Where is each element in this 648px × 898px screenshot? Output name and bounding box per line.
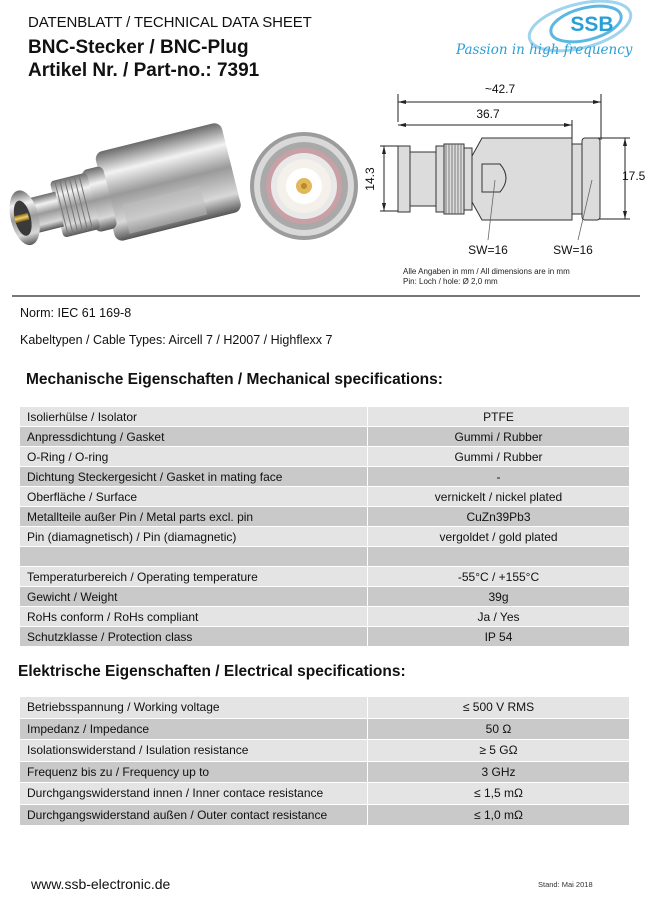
- spec-value: Ja / Yes: [368, 607, 630, 627]
- website-link[interactable]: www.ssb-electronic.de: [31, 876, 171, 892]
- dim-diameter-left: 14.3: [363, 167, 377, 191]
- electrical-section-title: Elektrische Eigenschaften / Electrical specifications:: [18, 663, 406, 680]
- table-row: [20, 547, 629, 567]
- dim-overall-length: ~42.7: [484, 82, 516, 96]
- table-row: [20, 783, 629, 805]
- spec-value: -55°C / +155°C: [368, 567, 630, 587]
- table-row: [20, 487, 629, 507]
- revision-date: Stand: Mai 2018: [538, 880, 593, 889]
- spec-value: 50 Ω: [368, 718, 630, 740]
- spec-label: Pin (diamagnetisch) / Pin (diamagnetic): [20, 527, 368, 547]
- product-title: BNC-Stecker / BNC-Plug: [28, 37, 249, 58]
- spec-label: Metallteile außer Pin / Metal parts excl. pin: [20, 507, 368, 527]
- table-row: [20, 718, 629, 740]
- spec-label: Isolierhülse / Isolator: [20, 407, 368, 427]
- table-row: [20, 697, 629, 719]
- spec-value: Gummi / Rubber: [368, 427, 630, 447]
- wrench-size-2: SW=16: [553, 243, 593, 257]
- spec-label: RoHs conform / RoHs compliant: [20, 607, 368, 627]
- spec-value: ≤ 500 V RMS: [368, 697, 630, 719]
- dimension-drawing: [360, 80, 648, 280]
- logo-tagline: Passion in high frequency: [456, 42, 633, 58]
- pin-note: Pin: Loch / hole: Ø 2,0 mm: [403, 277, 498, 286]
- mechanical-section-title: Mechanische Eigenschaften / Mechanical specifications:: [26, 371, 443, 388]
- wrench-size-1: SW=16: [468, 243, 508, 257]
- spec-label: Durchgangswiderstand außen / Outer contact resistance: [20, 804, 368, 826]
- connector-photo-side: [0, 110, 245, 280]
- table-row: [20, 627, 629, 647]
- table-row: [20, 567, 629, 587]
- spec-value: [368, 547, 630, 567]
- spec-label: Gewicht / Weight: [20, 587, 368, 607]
- spec-value: vergoldet / gold plated: [368, 527, 630, 547]
- ssb-logo: [448, 0, 638, 72]
- spec-label: Oberfläche / Surface: [20, 487, 368, 507]
- spec-label: Durchgangswiderstand innen / Inner contace resistance: [20, 783, 368, 805]
- spec-label: [20, 547, 368, 567]
- norm-text: Norm: IEC 61 169-8: [20, 306, 132, 320]
- table-row: [20, 740, 629, 762]
- spec-label: Isolationswiderstand / Isulation resistance: [20, 740, 368, 762]
- table-row: [20, 527, 629, 547]
- spec-value: CuZn39Pb3: [368, 507, 630, 527]
- spec-label: Anpressdichtung / Gasket: [20, 427, 368, 447]
- spec-label: Impedanz / Impedance: [20, 718, 368, 740]
- spec-value: -: [368, 467, 630, 487]
- document-type: DATENBLATT / TECHNICAL DATA SHEET: [28, 14, 312, 31]
- table-row: [20, 447, 629, 467]
- table-row: [20, 427, 629, 447]
- spec-value: PTFE: [368, 407, 630, 427]
- table-row: [20, 804, 629, 826]
- spec-label: Dichtung Steckergesicht / Gasket in mating face: [20, 467, 368, 487]
- spec-label: Temperaturbereich / Operating temperature: [20, 567, 368, 587]
- table-row: [20, 467, 629, 487]
- spec-value: Gummi / Rubber: [368, 447, 630, 467]
- table-row: [20, 587, 629, 607]
- spec-label: Schutzklasse / Protection class: [20, 627, 368, 647]
- spec-label: Frequenz bis zu / Frequency up to: [20, 761, 368, 783]
- logo-brand: SSB: [570, 13, 614, 36]
- spec-value: ≤ 1,0 mΩ: [368, 804, 630, 826]
- spec-value: IP 54: [368, 627, 630, 647]
- dim-diameter-right: 17.5: [622, 169, 646, 183]
- spec-value: 39g: [368, 587, 630, 607]
- table-row: [20, 507, 629, 527]
- spec-value: ≥ 5 GΩ: [368, 740, 630, 762]
- divider: [12, 295, 640, 297]
- electrical-spec-table: [20, 696, 629, 826]
- connector-photo-front: [248, 130, 360, 242]
- cable-types-text: Kabeltypen / Cable Types: Aircell 7 / H2007 / Highflexx 7: [20, 333, 333, 347]
- spec-label: O-Ring / O-ring: [20, 447, 368, 467]
- spec-value: ≤ 1,5 mΩ: [368, 783, 630, 805]
- dimension-note: Alle Angaben in mm / All dimensions are in mm: [403, 267, 570, 276]
- table-row: [20, 407, 629, 427]
- part-number: Artikel Nr. / Part-no.: 7391: [28, 60, 260, 81]
- spec-value: 3 GHz: [368, 761, 630, 783]
- dim-body-length: 36.7: [476, 107, 500, 121]
- mechanical-spec-table: [20, 406, 629, 647]
- table-row: [20, 607, 629, 627]
- table-row: [20, 761, 629, 783]
- spec-value: vernickelt / nickel plated: [368, 487, 630, 507]
- spec-label: Betriebsspannung / Working voltage: [20, 697, 368, 719]
